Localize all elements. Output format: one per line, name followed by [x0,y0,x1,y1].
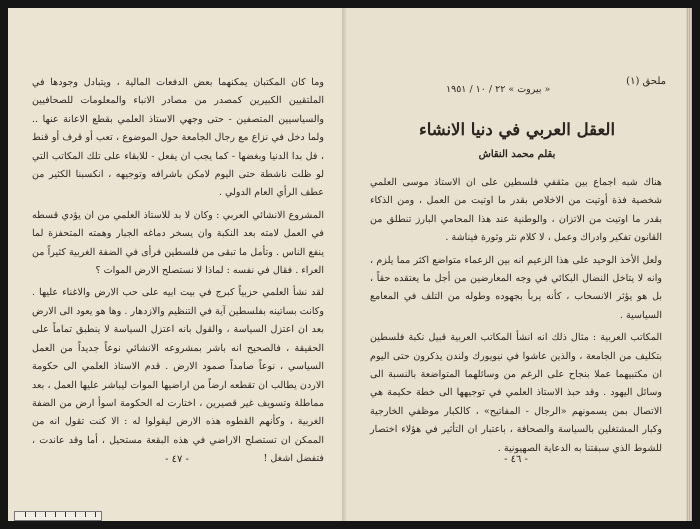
page-header [368,76,666,116]
article-title: العقل العربي في دنيا الانشاء [418,120,616,139]
paragraph: هناك شبه اجماع بين مثقفي فلسطين على ان الاستاذ موسى العلمي شخصية فذة أوتيت من الاخلاص بقدر ما اوتيت من العمل ، ومن الذكاء بقدر ما اوتيت من الاتزان ، والوطنية عند هذا المحامي البارز تنطلق من القانون تفكير وادراك وعمل ، لا كلام نثر وثورة فيناشة . [370,177,662,244]
dateline: « بيروت » ٢٢ / ١٠ / ١٩٥١ [446,84,551,95]
page-number: - ٤٦ - [504,454,528,465]
page-number: - ٤٧ - [165,454,189,465]
page-edge [686,8,692,521]
paragraph: ولعل الأخذ الوحيد على هذا الزعيم انه بين الزعماء متواضع اكثر مما يلزم ، وانه لا يتاخل النضال البكائي في وجه المعارضين من أجل ما يعتقده حقاً ، بل هو يؤثر الانسحاب ، كأنه يربأ بجهوده وطوله من التلف في المعامع السياسية . [370,254,662,321]
right-page [346,8,686,521]
paragraph: المكاتب العربية : مثال ذلك انه انشأ المكاتب العربية قبيل نكبة فلسطين بتكليف من الجامعة ، والذين عاشوا في نيويورك ولندن يذكرون حتى اليوم ان مكتبيهما عملا بنجاح على الرغم من وسائلهما المتواضعة بالنسبة الى وسائل اليهود . وقد حبذ الاستاذ العلمي في توجيهها الى خطة حكيمة هي الاتصال بمن يسمونهم «الرجال - المفاتيح» ، كالكبار موظفي الخارجية وكبار المشتغلين بالسياسة والصحافة ، باعتبار ان التأثير في هؤلاء اختصار للشوط الذي سبقتنا به الدعاية الصهيونية . [370,332,662,454]
paragraph: المشروع الانشائي العربي : وكان لا بد للاستاذ العلمي من ان يؤدي قسطه في العمل لامته بعد النكبة وان يسخر دماغه الجبار وهمته المتحفزة لما ينفع الناس . وتأمل ما تبقى من فلسطين فرأى في الضفة الغربية كثيراً من العراء . فقال في نفسه : لماذا لا نستصلح الارض الموات ؟ [32,209,324,277]
right-page-body [370,174,662,462]
author-byline: بقلم محمد النقاش [478,149,556,160]
paragraph: لقد نشأ العلمي حزبياً كبرج في بيت ابيه على حب الارض والاغناء عليها . وكانت بساتينه بفلسطين آية في التنظيم والازدهار . وها هو يعود الى الارض بعد ان اعتزل السياسة ، والقول بانه اعتزل السياسة لا ينطبق تماماً على الحقيقة ، فالصحيح انه باشر بمشروعه الانشائي نوعاً جديداً من العمل السياسي ، نوعاً صامداً صمود الارض . قدم الاستاذ العلمي الى حكومة الاردن يطالب ان تقطعه ارضاً من اراضيها الموات ليباشر عليها العمل ، بعد مماطلة وتسويف غير قصيرين ، اختارت له الحكومة اسوأ ارض من الضفة الغربية ، وكأنهم القطوه هذه الارض ليقولوا له : الا كنت تقول انه من الممكن ان تستصلح الاراضي في هذه البقعة مستحيل ، أما وقد عاندت ، فتفضل اشغل ! [32,287,324,465]
appendix-label: ملحق (١) [626,76,666,87]
left-page-body [32,74,324,473]
paragraph: وما كان المكتبان يمكنهما بعض الدفعات المالية ، ويتبادل وجودها في الملتقيين الكبيرين كمصدر من مصادر الانباء والمعلومات للصحافيين والسياسيين المتصفين - حتى وجهي الاستاذ العلمي بقطع الاعانة عنها .. ولما دخل في نزاع مع رجال الجامعة حول الموضوع ، تعب أو قرف أو قنط ، فل بدا الدنيا وبغضها - كما يجب ان يفعل - للابقاء على تلك المكاتب التي لو ظلت ناشطة حتى اليوم لامكن باشرافه وتوجيهه ، انكسبنا الكثير من عطف الرأي العام الدولي . [32,77,324,199]
left-page [8,8,346,521]
scale-ruler [14,511,102,521]
